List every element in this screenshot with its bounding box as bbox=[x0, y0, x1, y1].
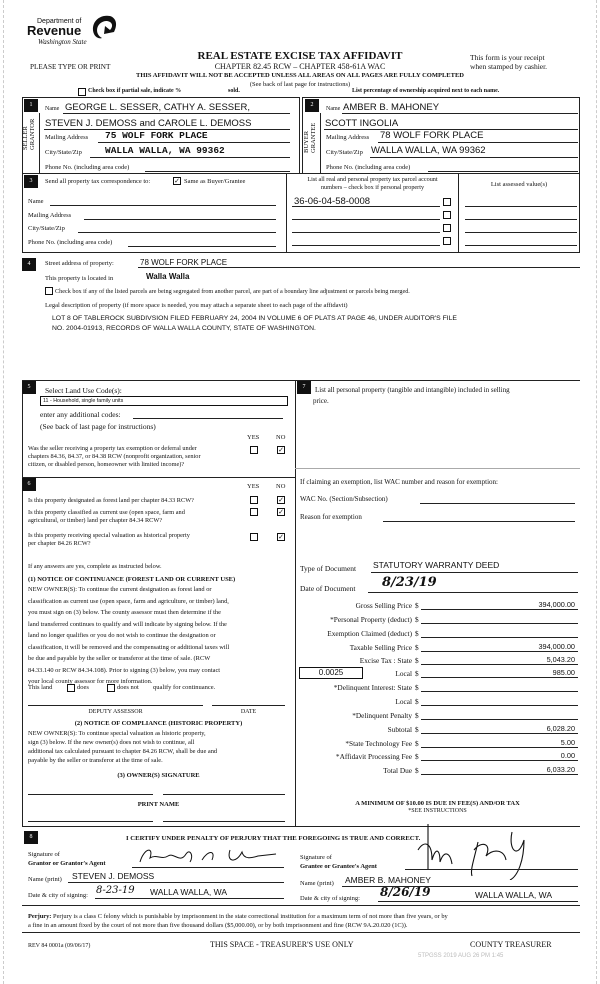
tax-row-value[interactable]: 6,028.20 bbox=[546, 724, 575, 733]
tax-row-label: Total Due bbox=[383, 766, 412, 775]
seller-name2-field[interactable]: STEVEN J. DEMOSS and CAROLE L. DEMOSS bbox=[45, 118, 252, 129]
receipt-line-1: This form is your receipt bbox=[470, 53, 545, 62]
minimum-due-note: A MINIMUM OF $10.00 IS DUE IN FEE(S) AND/OR TAX bbox=[355, 800, 520, 807]
segregated-label: Check box if any of the listed parcels are being segregated from another parcel, are part of a boundary line adjustment or parcels being merged. bbox=[55, 288, 410, 295]
tax-row-label: Excise Tax : State bbox=[359, 656, 412, 665]
partial-sale-label: Check box if partial sale, indicate % bbox=[88, 88, 182, 94]
warning-line: THIS AFFIDAVIT WILL NOT BE ACCEPTED UNLESS ALL AREAS ON ALL PAGES ARE FULLY COMPLETED bbox=[136, 72, 464, 79]
currency-symbol: $ bbox=[415, 739, 419, 748]
grantor-date-field[interactable]: 8-23-19 bbox=[96, 885, 135, 896]
reason-label: Reason for exemption bbox=[300, 513, 362, 521]
currency-symbol: $ bbox=[415, 683, 419, 692]
same-as-buyer-label: Same as Buyer/Grantee bbox=[184, 178, 246, 185]
segregated-checkbox[interactable] bbox=[45, 287, 53, 295]
seller-name-label: Name bbox=[45, 106, 60, 112]
county-treasurer-label: COUNTY TREASURER bbox=[470, 940, 552, 949]
assessor-date-label: DATE bbox=[240, 709, 257, 715]
if-yes-instruction: If any answers are yes, complete as instructed below. bbox=[28, 563, 162, 570]
tax-row-value[interactable]: 0.00 bbox=[560, 751, 575, 760]
signature-of-label: Signature of bbox=[300, 854, 332, 861]
wac-label: WAC No. (Section/Subsection) bbox=[300, 495, 388, 503]
doc-date-label: Date of Document bbox=[300, 584, 356, 593]
logo-state: Washington State bbox=[38, 38, 87, 46]
section-badge: 6 bbox=[22, 478, 36, 491]
currency-symbol: $ bbox=[415, 752, 419, 761]
notice-continuance-title: (1) NOTICE OF CONTINUANCE (FOREST LAND OR CURRENT USE) bbox=[28, 576, 236, 583]
qualify-label: qualify for continuance. bbox=[153, 684, 216, 691]
currency-symbol: $ bbox=[415, 725, 419, 734]
exemption-no-checkbox[interactable]: ✓ bbox=[278, 446, 284, 454]
currency-symbol: $ bbox=[415, 643, 419, 652]
currency-symbol: $ bbox=[415, 766, 419, 775]
does-not-qualify-checkbox[interactable] bbox=[107, 684, 115, 692]
parcel-number-field[interactable]: 36-06-04-58-0008 bbox=[294, 196, 371, 207]
doc-type-field[interactable]: STATUTORY WARRANTY DEED bbox=[373, 560, 500, 570]
send-correspondence-label: Send all property tax correspondence to: bbox=[45, 178, 151, 185]
no-header: NO bbox=[276, 434, 286, 441]
historic-question: per chapter 84.26 RCW? bbox=[28, 540, 91, 547]
print-name-label: PRINT NAME bbox=[137, 801, 180, 808]
located-in-label: This property is located in bbox=[45, 275, 114, 282]
grantee-name-label: Name (print) bbox=[300, 880, 334, 887]
parcel-header-1: List all real and personal property tax parcel account bbox=[307, 176, 438, 183]
exemption-question: chapters 84.36, 84.37, or 84.38 RCW (nonprofit organization, senior bbox=[28, 453, 201, 460]
logo-swoosh-icon bbox=[88, 12, 118, 40]
same-as-buyer-checkbox[interactable]: ✓ bbox=[174, 177, 180, 185]
grantor-city-field[interactable]: WALLA WALLA, WA bbox=[150, 887, 227, 897]
seller-city-field[interactable]: WALLA WALLA, WA 99362 bbox=[105, 145, 225, 156]
exemption-yes-checkbox[interactable] bbox=[250, 446, 258, 454]
treasurer-space-label: THIS SPACE - TREASURER'S USE ONLY bbox=[210, 940, 354, 949]
current-use-question: agricultural, or timber) land per chapter 84.34 RCW? bbox=[28, 517, 163, 524]
section-badge: 7 bbox=[297, 381, 311, 394]
currency-symbol: $ bbox=[415, 601, 419, 610]
tax-row-label: Local bbox=[395, 697, 412, 706]
tax-row-label: *Personal Property (deduct) bbox=[330, 615, 412, 624]
tax-row-label: Subtotal bbox=[387, 725, 412, 734]
correspondence-phone-label: Phone No. (including area code) bbox=[28, 239, 113, 246]
historic-question: Is this property receiving special valuation as historical property bbox=[28, 532, 190, 539]
tax-row-label: *State Technology Fee bbox=[345, 739, 412, 748]
tax-row-label: Taxable Selling Price bbox=[349, 643, 412, 652]
tax-row-value[interactable]: 394,000.00 bbox=[538, 642, 575, 651]
seller-city-label: City/State/Zip bbox=[45, 149, 82, 156]
land-use-label: Select Land Use Code(s): bbox=[45, 386, 122, 395]
buyer-side-label: BUYER GRANTEE bbox=[303, 122, 317, 153]
personal-property-checkbox[interactable] bbox=[443, 211, 451, 219]
grantor-date-label: Date & city of signing: bbox=[28, 892, 88, 899]
grantor-agent-label: Grantor or Grantor's Agent bbox=[28, 860, 106, 867]
buyer-name-label: Name bbox=[326, 106, 341, 112]
correspondence-city-label: City/State/Zip bbox=[28, 225, 65, 232]
current-use-question: Is this property classified as current use (open space, farm and bbox=[28, 509, 185, 516]
currency-symbol: $ bbox=[415, 697, 419, 706]
this-land-label: This land bbox=[28, 684, 53, 691]
buyer-mail-field[interactable]: 78 WOLF FORK PLACE bbox=[380, 130, 484, 141]
doc-type-label: Type of Document bbox=[300, 564, 357, 573]
currency-symbol: $ bbox=[415, 669, 419, 678]
grantor-name-field[interactable]: STEVEN J. DEMOSS bbox=[72, 871, 155, 881]
correspondence-mail-label: Mailing Address bbox=[28, 212, 72, 219]
logo-dept: Department of bbox=[37, 18, 82, 25]
does-qualify-checkbox[interactable] bbox=[67, 684, 75, 692]
buyer-city-label: City/State/Zip bbox=[326, 149, 363, 156]
forest-no-checkbox[interactable]: ✓ bbox=[278, 496, 284, 504]
owner-signature-line[interactable] bbox=[28, 794, 153, 795]
seller-phone-label: Phone No. (including area code) bbox=[45, 164, 130, 171]
exemption-question: Was the seller receiving a property tax exemption or deferral under bbox=[28, 445, 197, 452]
currency-symbol: $ bbox=[415, 656, 419, 665]
wac-field[interactable] bbox=[420, 503, 575, 504]
personal-property-checkbox[interactable] bbox=[443, 224, 451, 232]
notice-compliance-title: (2) NOTICE OF COMPLIANCE (HISTORIC PROPERTY) bbox=[74, 720, 243, 727]
form-title: REAL ESTATE EXCISE TAX AFFIDAVIT bbox=[197, 50, 403, 62]
land-use-see-back: (See back of last page for instructions) bbox=[40, 422, 156, 431]
grantee-city-field[interactable]: WALLA WALLA, WA bbox=[475, 890, 552, 900]
logo-revenue: Revenue bbox=[27, 23, 82, 38]
street-address-field[interactable]: 78 WOLF FORK PLACE bbox=[140, 258, 228, 267]
tax-row-value[interactable]: 5,043.20 bbox=[546, 655, 575, 664]
tax-row-label: Gross Selling Price bbox=[355, 601, 412, 610]
grantee-agent-label: Grantee or Grantee's Agent bbox=[300, 863, 377, 870]
yes-header: YES bbox=[247, 483, 260, 490]
owner-signature-line[interactable] bbox=[163, 794, 285, 795]
signature-of-label: Signature of bbox=[28, 851, 60, 858]
personal-property-text: price. bbox=[313, 397, 329, 405]
grantor-name-label: Name (print) bbox=[28, 876, 62, 883]
currency-symbol: $ bbox=[415, 615, 419, 624]
correspondence-name-label: Name bbox=[28, 198, 44, 205]
local-rate-field[interactable]: 0.0025 bbox=[299, 667, 363, 679]
chapter-line: CHAPTER 82.45 RCW – CHAPTER 458-61A WAC bbox=[214, 62, 386, 71]
tax-row-label: Local bbox=[395, 669, 412, 678]
sold-label: sold. bbox=[228, 88, 240, 94]
please-type: PLEASE TYPE OR PRINT bbox=[30, 63, 111, 71]
grantee-date-label: Date & city of signing: bbox=[300, 895, 360, 902]
list-pct-label: List percentage of ownership acquired next to each name. bbox=[352, 88, 500, 94]
legal-description-label: Legal description of property (if more space is needed, you may attach a separate sheet to each page of the affidavit) bbox=[45, 302, 348, 309]
located-in-value: Walla Walla bbox=[146, 272, 190, 281]
legal-description-line: LOT 8 OF TABLEROCK SUBDIVSION FILED FEBRUARY 24, 2004 IN VOLUME 6 OF PLATS AT PAGE 46, UNDER AUDITOR'S FILE bbox=[52, 315, 457, 322]
perjury-text-2: a fine in an amount fixed by the court of not more than five thousand dollars ($5,000.00), or by both imprisonment and fine (RCW 9A.20.020 (1C)). bbox=[28, 922, 408, 929]
land-use-code-select[interactable]: 11 - Household, single family units bbox=[40, 396, 288, 406]
buyer-city-field[interactable]: WALLA WALLA, WA 99362 bbox=[371, 145, 486, 156]
seller-name-field[interactable]: GEORGE L. SESSER, CATHY A. SESSER, bbox=[65, 102, 250, 113]
tax-row-value[interactable]: 5.00 bbox=[560, 738, 575, 747]
buyer-name-field[interactable]: AMBER B. MAHONEY bbox=[343, 102, 440, 113]
forest-yes-checkbox[interactable] bbox=[250, 496, 258, 504]
currency-symbol: $ bbox=[415, 711, 419, 720]
grantee-name-field[interactable]: AMBER B. MAHONEY bbox=[345, 875, 431, 885]
buyer-name2-field[interactable]: SCOTT INGOLIA bbox=[325, 118, 399, 129]
tax-row-label: Exemption Claimed (deduct) bbox=[327, 629, 412, 638]
reason-field[interactable] bbox=[383, 521, 575, 522]
certify-statement: I CERTIFY UNDER PENALTY OF PERJURY THAT THE FOREGOING IS TRUE AND CORRECT. bbox=[126, 835, 421, 842]
section-badge: 4 bbox=[22, 258, 36, 271]
yes-header: YES bbox=[247, 434, 260, 441]
currency-symbol: $ bbox=[415, 629, 419, 638]
tax-row-value[interactable]: 394,000.00 bbox=[538, 600, 575, 609]
grantor-signature[interactable] bbox=[132, 844, 282, 868]
personal-property-checkbox[interactable] bbox=[443, 237, 451, 245]
deputy-assessor-label: DEPUTY ASSESSOR bbox=[88, 709, 143, 715]
additional-codes-label: enter any additional codes: bbox=[40, 410, 121, 419]
perjury-text-1: Perjury: Perjury is a class C felony which is punishable by imprisonment in the state correctional institution for a maximum term of not more than five years, or by bbox=[28, 913, 448, 920]
historic-yes-checkbox[interactable] bbox=[250, 533, 258, 541]
receipt-line-2: when stamped by cashier. bbox=[470, 62, 548, 71]
parcel-header-2: numbers – check box if personal property bbox=[320, 184, 425, 191]
buyer-phone-label: Phone No. (including area code) bbox=[326, 164, 411, 171]
legal-description-line: NO. 2004-01913, RECORDS OF WALLA WALLA COUNTY, STATE OF WASHINGTON. bbox=[52, 325, 316, 332]
grantee-signature[interactable] bbox=[408, 820, 538, 880]
section-badge: 2 bbox=[305, 99, 319, 112]
see-instructions-note: *SEE INSTRUCTIONS bbox=[408, 808, 467, 814]
exemption-question: citizen, or disabled person, homeowner with limited income)? bbox=[28, 461, 185, 468]
tax-row-value[interactable]: 985.00 bbox=[552, 668, 575, 677]
no-header: NO bbox=[276, 483, 286, 490]
assessed-value-header: List assessed value(s) bbox=[490, 181, 548, 188]
does-label: does bbox=[77, 684, 89, 691]
current-use-no-checkbox[interactable]: ✓ bbox=[278, 508, 284, 516]
buyer-mail-label: Mailing Address bbox=[326, 134, 370, 141]
seller-mail-field[interactable]: 75 WOLF FORK PLACE bbox=[105, 130, 208, 141]
section-badge: 5 bbox=[22, 381, 36, 394]
tax-row-label: *Affidavit Processing Fee bbox=[335, 752, 412, 761]
tax-row-value[interactable]: 6,033.20 bbox=[546, 765, 575, 774]
forest-land-question: Is this property designated as forest land per chapter 84.33 RCW? bbox=[28, 497, 194, 504]
owner-signature-title: (3) OWNER(S) SIGNATURE bbox=[117, 772, 200, 779]
does-not-label: does not bbox=[117, 684, 139, 691]
exemption-instruction: If claiming an exemption, list WAC number and reason for exemption: bbox=[300, 478, 498, 486]
see-back: (See back of last page for instructions) bbox=[249, 81, 351, 88]
tax-row-label: *Delinquent Penalty bbox=[352, 711, 412, 720]
current-use-yes-checkbox[interactable] bbox=[250, 508, 258, 516]
street-address-label: Street address of property: bbox=[45, 260, 114, 267]
section-badge: 8 bbox=[24, 831, 38, 844]
personal-property-checkbox[interactable] bbox=[443, 198, 451, 206]
tax-row-label: *Delinquent Interest: State bbox=[333, 683, 412, 692]
seller-side-label: SELLER GRANTOR bbox=[22, 118, 36, 150]
treasurer-stamp: 5TPGSS 2019 AUG 26 PM 1:45 bbox=[418, 953, 504, 959]
section-badge: 1 bbox=[24, 99, 38, 112]
historic-no-checkbox[interactable]: ✓ bbox=[278, 533, 284, 541]
seller-mail-label: Mailing Address bbox=[45, 134, 89, 141]
doc-date-field[interactable]: 8/23/19 bbox=[382, 575, 437, 590]
partial-sale-checkbox[interactable] bbox=[78, 88, 86, 96]
grantee-date-field[interactable]: 8/26/19 bbox=[380, 885, 431, 899]
personal-property-text: List all personal property (tangible and intangible) included in selling bbox=[315, 386, 510, 394]
form-revision: REV 84 0001a (09/06/17) bbox=[28, 943, 91, 949]
section-badge: 3 bbox=[24, 175, 38, 188]
